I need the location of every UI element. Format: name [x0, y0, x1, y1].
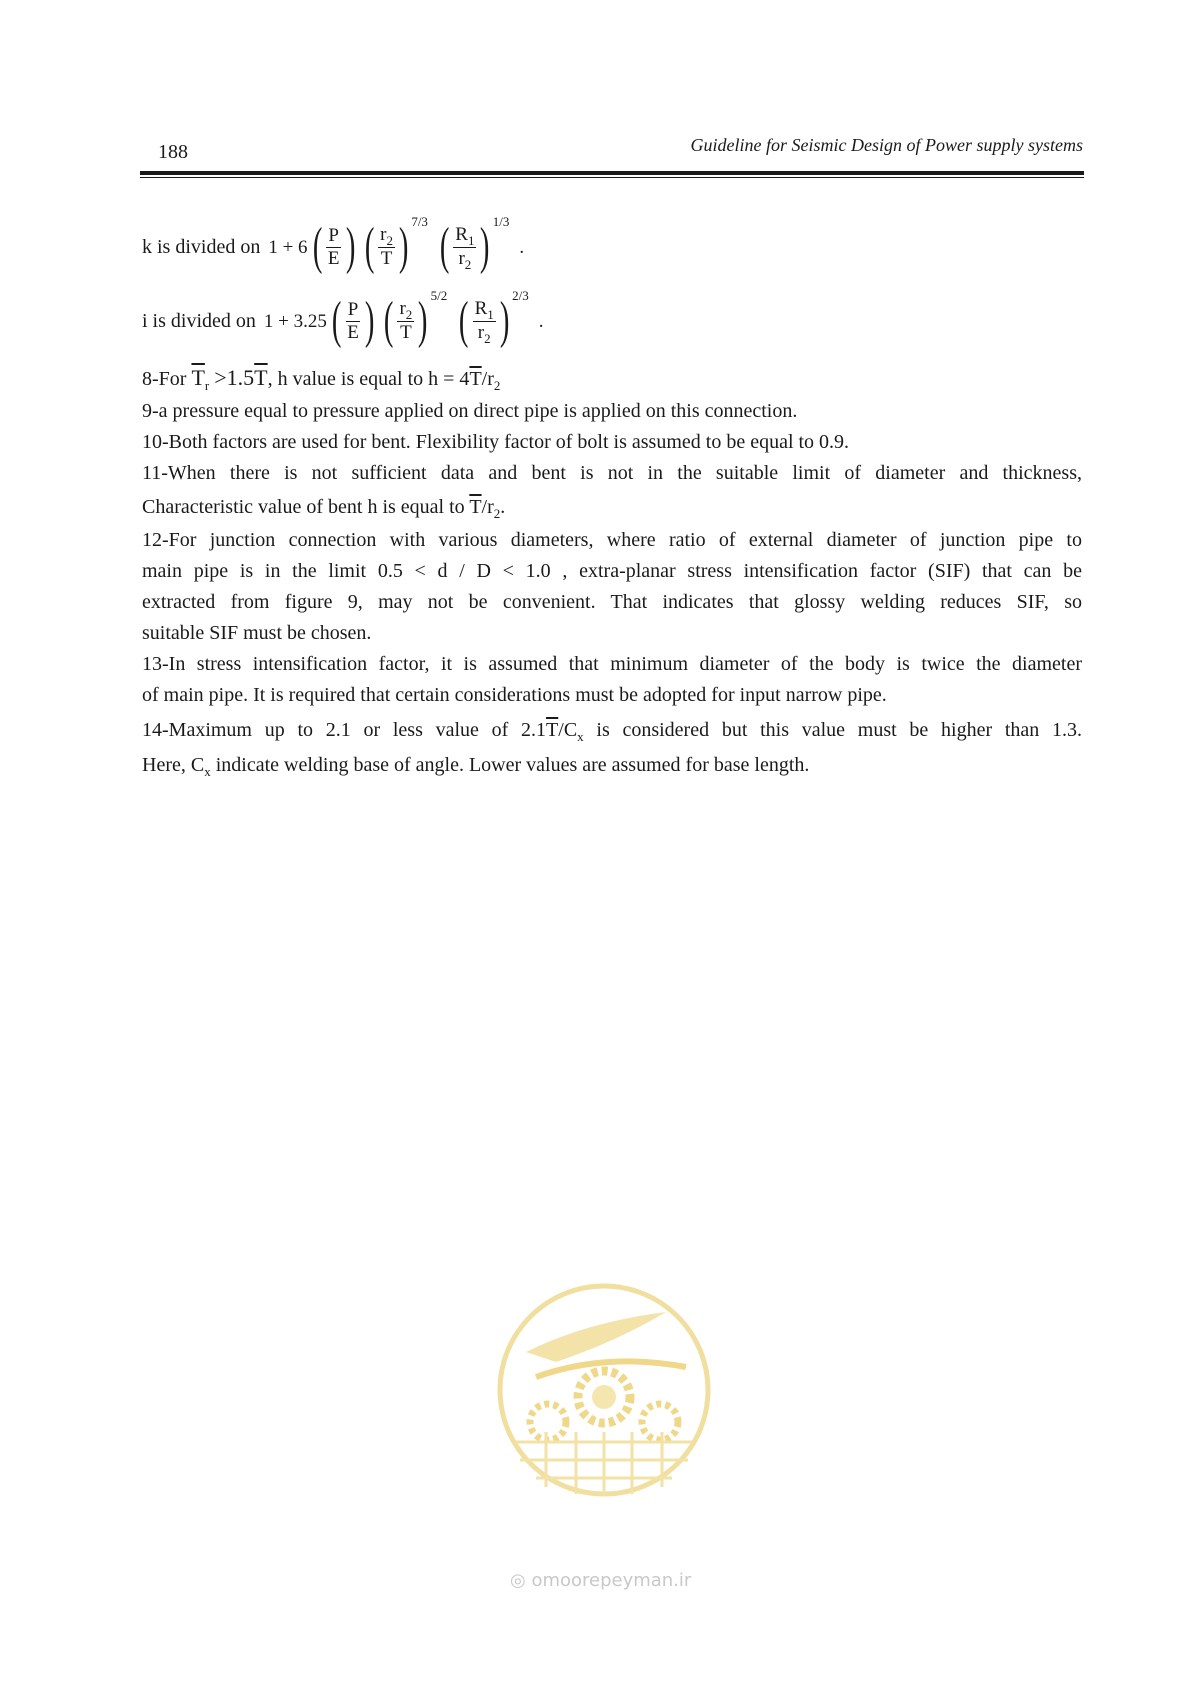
- item14-text-b1: Here,: [142, 754, 186, 776]
- watermark-caption-text: omoorepeyman.ir: [531, 1570, 692, 1591]
- c-symbol: C: [563, 719, 578, 741]
- page-number: 188: [158, 141, 188, 163]
- item8-text-c: , h value is equal to: [267, 368, 424, 390]
- item-9: 9-a pressure equal to pressure applied on direct pipe is applied on this connection.: [142, 400, 798, 422]
- k-equation: 1 + 6 ( $\frac{P}{E}$ ) ( $\frac{r_2}{T}$ ) 7/3 ( $\frac{R_1}{r_2}$ ) 1/3 .: [268, 221, 524, 273]
- item14-math-a: 2.1: [521, 719, 547, 741]
- i-period: .: [538, 310, 544, 332]
- k-period: .: [519, 236, 525, 258]
- p-symbol: P: [328, 224, 339, 246]
- r1-symbol: R: [474, 297, 488, 319]
- running-title: Guideline for Seismic Design of Power supply systems: [690, 135, 1083, 155]
- r1-symbol: R: [455, 223, 468, 245]
- t-subscript-r: r: [204, 378, 210, 393]
- item-11-line-2: [142, 489, 1082, 525]
- item12-math: 0.5 < d / D < 1.0: [377, 560, 551, 582]
- i-equation: 1 + 3.25 ( $\frac{P}{E}$ ) ( $\frac{r_2}{T}$ ) 5/2 ( $\frac{R_1}{r_2}$ ) 2/3 .: [264, 295, 544, 347]
- c-subscript-x: x: [577, 729, 584, 744]
- item-12-line-4: suitable SIF must be chosen.: [142, 622, 372, 644]
- document-body: [142, 210, 1082, 783]
- k-label: k is divided on: [142, 235, 261, 258]
- r1-subscript: 1: [487, 306, 494, 322]
- t-bar-symbol: $\overline{T}$: [546, 719, 559, 741]
- k-equation-line: [142, 210, 1082, 284]
- i-equation-line: [142, 284, 1082, 358]
- t-bar-symbol: $\overline{T}$: [191, 365, 205, 390]
- r-symbol: r: [487, 368, 494, 390]
- item8-math-d: h = 4: [428, 368, 470, 390]
- i-label: i is divided on: [142, 309, 256, 332]
- item8-text-a: 8-For: [142, 368, 187, 390]
- r2-subscript: 2: [484, 330, 491, 346]
- r-symbol: r: [487, 496, 494, 518]
- k-exponent-2: 1/3: [492, 213, 510, 229]
- item14-text-a1: 14-Maximum up to 2.1 or less value of: [142, 719, 509, 741]
- i-lead: 1 + 3.25: [263, 310, 327, 332]
- t-bar-symbol: $\overline{T}$: [469, 496, 482, 518]
- item-12-line-3: extracted from figure 9, may not be convenient. That indicates that glossy welding reduces SIF, so: [142, 591, 1082, 613]
- i-exponent-1: 5/2: [430, 287, 448, 303]
- r-symbol: r: [380, 224, 387, 245]
- item-12-line-1: 12-For junction connection with various diameters, where ratio of external diameter of junction pipe to: [142, 529, 1082, 551]
- i-exponent-2: 2/3: [512, 287, 529, 303]
- p-symbol: P: [347, 298, 359, 320]
- item-10: 10-Both factors are used for bent. Flexibility factor of bolt is assumed to be equal to 0.9.: [142, 431, 850, 453]
- k-exponent-1: 7/3: [411, 213, 428, 229]
- r-subscript: 2: [493, 506, 501, 521]
- watermark-logo: [496, 1282, 712, 1498]
- item12-text-b2: , extra-planar stress intensification factor (SIF) that can be: [562, 560, 1083, 582]
- r-symbol: r: [399, 298, 406, 319]
- item-11-line-1: 11-When there is not sufficient data and bent is not in the suitable limit of diameter and thickness,: [142, 462, 1082, 484]
- c-symbol: C: [190, 754, 205, 776]
- r-subscript: 2: [386, 233, 393, 248]
- r2-subscript: 2: [464, 256, 472, 272]
- item8-math-b: >1.5: [214, 365, 255, 390]
- item-13-line-2: of main pipe. It is required that certain considerations must be adopted for input narrow pipe.: [142, 684, 887, 706]
- e-symbol: E: [347, 321, 359, 343]
- k-lead: 1 + 6: [268, 236, 308, 258]
- r-subscript: 2: [405, 307, 413, 322]
- t-bar-symbol: $\overline{T}$: [254, 365, 268, 390]
- slash: /: [558, 719, 564, 741]
- t-bar-symbol: T: [400, 322, 412, 343]
- slash: /: [481, 368, 488, 390]
- r-subscript: 2: [493, 378, 501, 393]
- period: .: [500, 496, 506, 518]
- r2-symbol: r: [477, 321, 485, 343]
- header-rule-thin: [140, 177, 1084, 178]
- item11-text-b: Characteristic value of bent h is equal to: [142, 496, 465, 518]
- item14-text-a2: is considered but this value must be higher than 1.3.: [596, 719, 1082, 741]
- t-bar-symbol: T: [380, 248, 393, 269]
- item-14-line-2: [142, 747, 1082, 783]
- item-13-line-1: 13-In stress intensification factor, it is assumed that minimum diameter of the body is twice the diameter: [142, 653, 1082, 675]
- c-subscript-x: x: [204, 764, 211, 779]
- watermark-caption: ◎ omoorepeyman.ir: [510, 1570, 692, 1591]
- item-14-line-1: [142, 711, 1082, 747]
- t-bar-symbol: $\overline{T}$: [469, 368, 482, 390]
- e-symbol: E: [327, 247, 340, 269]
- slash: /: [481, 496, 488, 518]
- header-rule-thick: [140, 171, 1084, 175]
- item-12-line-2: [142, 556, 1082, 587]
- r2-symbol: r: [458, 247, 465, 269]
- item14-text-b2: indicate welding base of angle. Lower values are assumed for base length.: [215, 754, 810, 776]
- item-8: [142, 362, 1082, 396]
- r1-subscript: 1: [467, 232, 475, 248]
- item12-text-b1: main pipe is in the limit: [142, 560, 367, 582]
